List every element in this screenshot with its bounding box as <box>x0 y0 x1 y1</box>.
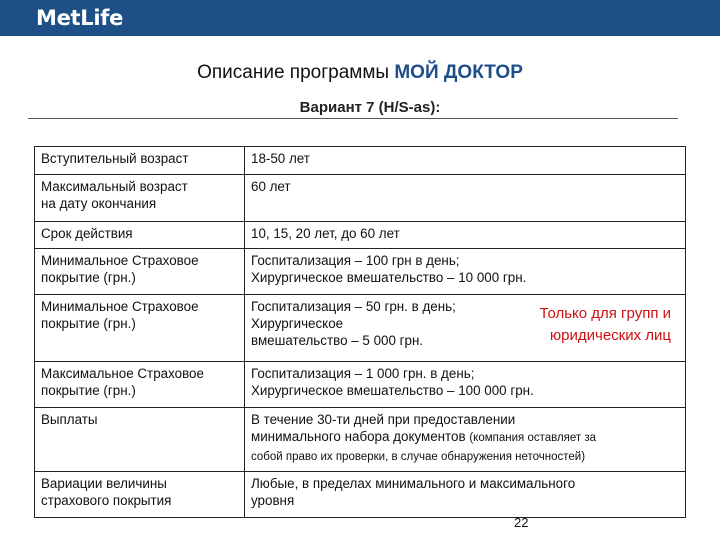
table-row <box>35 175 686 222</box>
page-subtitle: Вариант 7 (H/S-as): <box>299 99 441 116</box>
table-row <box>35 295 686 362</box>
row-label: Минимальное Страховое покрытие (грн.) <box>35 295 245 362</box>
page-title <box>0 62 720 84</box>
group-only-note: Только для групп и юридических лиц <box>539 305 671 344</box>
page-number: 22 <box>514 515 529 530</box>
table-row <box>35 222 686 249</box>
table-row <box>35 472 686 518</box>
table-row <box>35 362 686 408</box>
row-label: Максимальный возраст на дату окончания <box>35 175 245 222</box>
table-row <box>35 408 686 472</box>
row-value: 18-50 лет <box>245 147 686 175</box>
row-value: Госпитализация – 100 грн в день; Хирургическое вмешательство – 10 000 грн. <box>245 249 686 295</box>
program-table <box>34 146 686 518</box>
table-row <box>35 249 686 295</box>
title-divider <box>28 118 678 119</box>
header-bar <box>0 0 720 36</box>
row-label: Выплаты <box>35 408 245 472</box>
table-row <box>35 147 686 175</box>
row-label: Минимальное Страховое покрытие (грн.) <box>35 249 245 295</box>
row-label: Вступительный возраст <box>35 147 245 175</box>
row-value: В течение 30-ти дней при предоставлении минимального набора документов (компания оставляет за собой право их проверки, в случае обнаружения неточностей) <box>245 408 686 472</box>
row-value: Госпитализация – 1 000 грн. в день; Хирургическое вмешательство – 100 000 грн. <box>245 362 686 408</box>
row-value: 10, 15, 20 лет, до 60 лет <box>245 222 686 249</box>
row-label: Срок действия <box>35 222 245 249</box>
row-value: 60 лет <box>245 175 686 222</box>
metlife-logo: MetLife <box>36 6 124 30</box>
title-highlight: МОЙ ДОКТОР <box>394 62 523 83</box>
title-prefix: Описание программы <box>197 62 395 83</box>
row-label: Максимальное Страховое покрытие (грн.) <box>35 362 245 408</box>
row-label: Вариации величины страхового покрытия <box>35 472 245 518</box>
row-value: Госпитализация – 50 грн. в день; Хирургическое вмешательство – 5 000 грн. Только для групп и юридических лиц <box>245 295 686 362</box>
row-value: Любые, в пределах минимального и максимального уровня <box>245 472 686 518</box>
